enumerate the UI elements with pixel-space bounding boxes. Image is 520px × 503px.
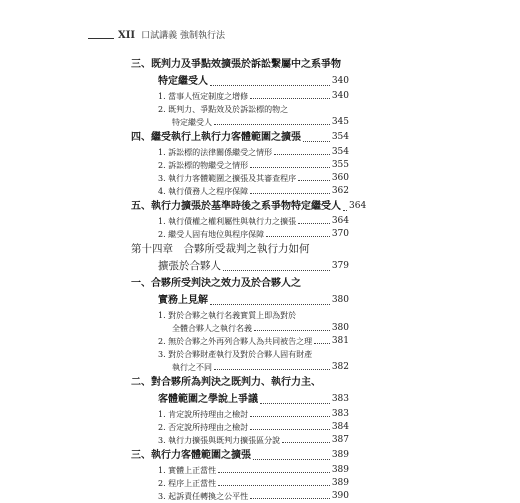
toc-entry-title: 2. 否定說所持理由之檢討 <box>158 423 249 432</box>
toc-page-number: 389 <box>331 450 349 460</box>
dot-leader <box>343 210 347 211</box>
toc-entry-title: 3. 起訴責任轉換之公平性 <box>158 492 249 501</box>
dot-leader <box>250 98 330 99</box>
toc-entry <box>131 198 367 215</box>
toc-entry-title: 1. 訴訟標的法律關係繼受之情形 <box>158 148 273 157</box>
dot-leader <box>298 223 330 224</box>
toc-entry-title: 五、執行力擴張於基準時後之系爭物特定繼受人 <box>131 201 341 212</box>
toc-entry <box>131 292 349 309</box>
toc-entry <box>131 434 349 447</box>
toc-entry-title: 1. 實體上正當性 <box>158 466 217 475</box>
dot-leader <box>210 304 330 305</box>
toc-entry-title: 執行之不同 <box>172 363 212 372</box>
toc-page-number: 340 <box>331 76 349 86</box>
toc-entry <box>131 309 349 322</box>
dot-leader <box>218 472 330 473</box>
toc-entry <box>131 90 349 103</box>
toc-entry <box>131 228 349 241</box>
toc-page-number: 354 <box>331 132 349 142</box>
toc-page-number: 380 <box>331 323 349 333</box>
toc-entry <box>131 73 349 90</box>
toc-entry <box>131 129 349 146</box>
dot-leader <box>250 429 330 430</box>
dot-leader <box>266 236 330 237</box>
toc-page-number: 380 <box>331 295 349 305</box>
dot-leader <box>250 167 330 168</box>
toc-page-number: 364 <box>331 216 349 226</box>
toc-page-number: 370 <box>331 229 349 239</box>
dot-leader <box>214 369 330 370</box>
toc-entry-title: 三、執行力客體範圍之擴張 <box>131 450 251 461</box>
toc-entry-title: 特定繼受人 <box>172 118 212 127</box>
dot-leader <box>223 270 330 271</box>
toc-entry-title: 第十四章 合夥所受裁判之執行力如何 <box>131 243 310 255</box>
toc-page-number: 387 <box>331 435 349 445</box>
book-title: 口試講義 強制執行法 <box>141 31 225 41</box>
dot-leader <box>254 330 330 331</box>
toc-page-number: 340 <box>331 91 349 101</box>
dot-leader <box>218 485 330 486</box>
toc-entry-title: 2. 程序上正當性 <box>158 479 217 488</box>
dot-leader <box>210 85 330 86</box>
dot-leader <box>282 442 330 443</box>
toc-page-number: 381 <box>331 336 349 346</box>
toc-page-number: 345 <box>331 117 349 127</box>
toc-entry-title: 4. 執行債務人之程序保障 <box>158 187 249 196</box>
toc-entry-title: 二、對合夥所為判決之既判力、執行力主、 <box>131 377 321 388</box>
toc-entry <box>131 185 349 198</box>
dot-leader <box>250 416 330 417</box>
toc-entry <box>131 172 349 185</box>
toc-entry-title: 四、繼受執行上執行力客體範圍之擴張 <box>131 132 301 143</box>
toc-page-number: 382 <box>331 362 349 372</box>
header-rule <box>88 38 114 39</box>
toc-entry <box>131 477 349 490</box>
toc-page-number: 354 <box>331 147 349 157</box>
dot-leader <box>214 124 330 125</box>
toc-entry-title: 特定繼受人 <box>158 76 208 87</box>
toc-entry <box>131 116 349 129</box>
toc-entry <box>131 374 349 391</box>
dot-leader <box>298 180 330 181</box>
toc-entry <box>131 391 349 408</box>
toc-entry <box>131 421 349 434</box>
toc-entry <box>131 146 349 159</box>
toc-page-number: 389 <box>331 465 349 475</box>
toc-page-number: 383 <box>331 394 349 404</box>
toc-entry <box>131 159 349 172</box>
toc-entry <box>131 241 349 258</box>
toc-page-number: 383 <box>331 409 349 419</box>
toc-entry-title: 1. 肯定說所持理由之檢討 <box>158 410 249 419</box>
toc-page-number: 364 <box>349 201 367 211</box>
dot-leader <box>303 141 330 142</box>
toc-entry-title: 3. 執行力客體範圍之擴張及其審查程序 <box>158 174 297 183</box>
toc-entry-title: 1. 執行債權之權利屬性與執行力之擴張 <box>158 217 297 226</box>
toc-entry <box>131 361 349 374</box>
toc-entry <box>131 215 349 228</box>
toc-entry-title: 實務上見解 <box>158 295 208 306</box>
toc-entry-title: 客體範圍之學說上爭議 <box>158 394 258 405</box>
toc-entry <box>131 258 349 275</box>
dot-leader <box>274 154 330 155</box>
toc-entry-title: 3. 對於合夥財產執行及對於合夥人固有財產 <box>158 350 313 359</box>
dot-leader <box>250 498 330 499</box>
toc-entry <box>131 275 349 292</box>
toc-page-number: 379 <box>331 261 349 271</box>
toc-entry-title: 2. 繼受人固有地位與程序保障 <box>158 230 265 239</box>
toc-entry <box>131 408 349 421</box>
toc-entry-title: 全體合夥人之執行名義 <box>172 324 252 333</box>
running-header <box>88 28 225 41</box>
toc-page-number: 360 <box>331 173 349 183</box>
toc-entry <box>131 464 349 477</box>
toc-entry-title: 一、合夥所受判決之效力及於合夥人之 <box>131 278 301 289</box>
toc-entry-title: 2. 無於合夥之外再列合夥人為共同被告之理 <box>158 337 313 346</box>
toc-entry-title: 2. 訴訟標的物繼受之情形 <box>158 161 249 170</box>
dot-leader <box>250 193 330 194</box>
toc-entry-title: 2. 既判力、爭點效及於訴訟標的物之 <box>158 105 289 114</box>
toc-entry <box>131 56 349 73</box>
toc-page-number: 355 <box>331 160 349 170</box>
table-of-contents <box>131 56 367 503</box>
toc-entry-title: 1. 對於合夥之執行名義實質上即為對於 <box>158 311 297 320</box>
toc-page-number: 362 <box>331 186 349 196</box>
dot-leader <box>314 343 330 344</box>
toc-entry <box>131 490 349 503</box>
toc-page-number: 390 <box>331 491 349 501</box>
toc-entry <box>131 103 349 116</box>
dot-leader <box>253 459 330 460</box>
toc-entry <box>131 348 349 361</box>
toc-entry-title: 擴張於合夥人 <box>158 260 221 272</box>
toc-entry <box>131 322 349 335</box>
toc-page-number: 389 <box>331 478 349 488</box>
toc-entry-title: 三、既判力及爭點效擴張於訴訟繫屬中之系爭物 <box>131 59 341 70</box>
page-number: XII <box>118 30 136 41</box>
toc-entry-title: 3. 執行力擴張與既判力擴張區分說 <box>158 436 281 445</box>
dot-leader <box>260 403 330 404</box>
toc-entry <box>131 335 349 348</box>
toc-entry-title: 1. 當事人恆定制度之增修 <box>158 92 249 101</box>
toc-entry <box>131 447 349 464</box>
toc-page-number: 384 <box>331 422 349 432</box>
